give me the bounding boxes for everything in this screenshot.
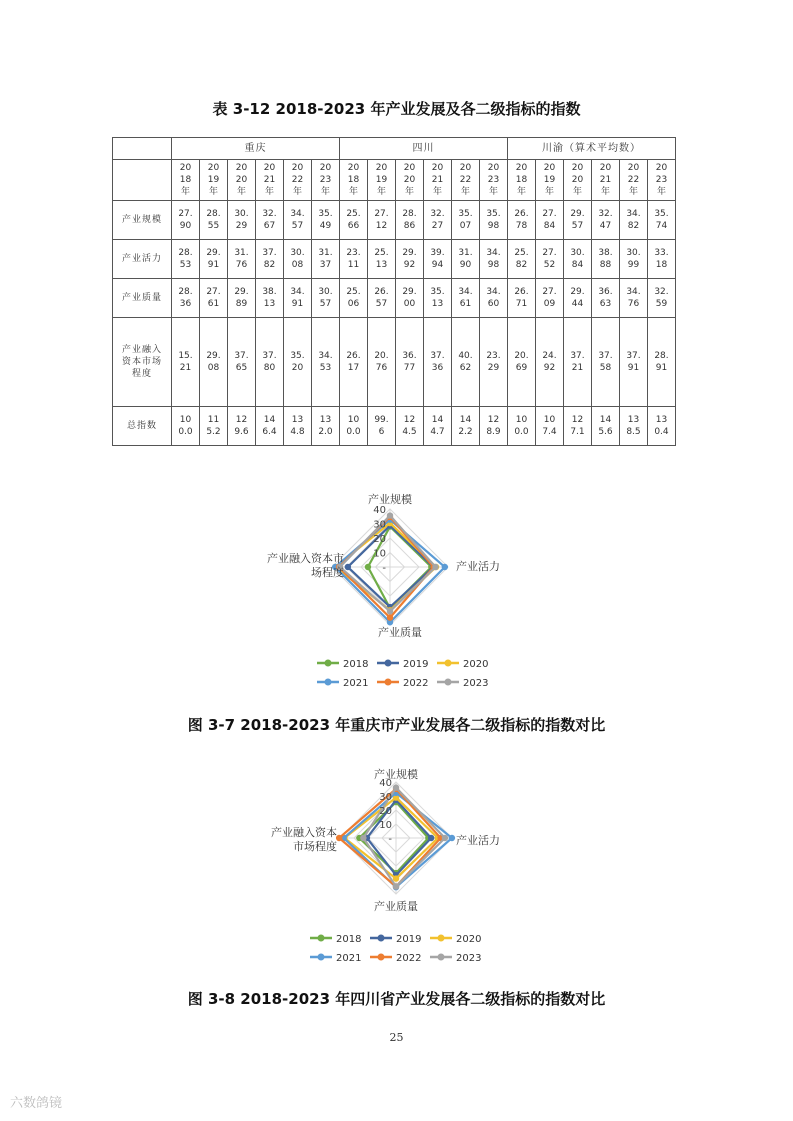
table-cell: 31. 90	[452, 240, 480, 279]
table-cell: 14 2.2	[452, 407, 480, 446]
table-row-label: 产业质量	[113, 279, 172, 318]
table-cell: 99. 6	[368, 407, 396, 446]
table-cell: 30. 99	[620, 240, 648, 279]
legend-item-2021	[317, 678, 368, 689]
table-group-header: 川渝（算术平均数）	[508, 138, 676, 160]
index-table	[112, 137, 676, 446]
table-row	[113, 240, 676, 279]
chart-caption-sichuan: 图 3-8 2018-2023 年四川省产业发展各二级指标的指数对比	[187, 990, 606, 1008]
table-year-header: 20 18 年	[508, 160, 536, 201]
watermark-logo: 六数鸽镜	[10, 1096, 63, 1111]
table-cell: 26. 78	[508, 201, 536, 240]
table-row	[113, 407, 676, 446]
radar-point-2019	[428, 835, 434, 841]
table-cell: 23. 11	[340, 240, 368, 279]
radar-point-2022	[387, 614, 393, 620]
table-cell: 34. 76	[620, 279, 648, 318]
table-cell: 37. 58	[592, 318, 620, 407]
table-cell: 29. 91	[200, 240, 228, 279]
table-cell: 38. 13	[256, 279, 284, 318]
table-cell: 35. 98	[480, 201, 508, 240]
table-cell: 39. 94	[424, 240, 452, 279]
table-year-header: 20 19 年	[200, 160, 228, 201]
table-year-header: 20 19 年	[368, 160, 396, 201]
legend-label: 2023	[456, 953, 482, 964]
radar-tick-label: 10	[373, 548, 386, 560]
radar-chart-chongqing	[200, 486, 593, 696]
table-cell: 25. 66	[340, 201, 368, 240]
table-row-label: 产业融入 资本市场 程度	[113, 318, 172, 407]
table-cell: 28. 53	[172, 240, 200, 279]
table-cell: 32. 27	[424, 201, 452, 240]
table-caption: 表 3-12 2018-2023 年产业发展及各二级指标的指数	[212, 100, 581, 118]
radar-tick-label: -	[382, 563, 386, 574]
table-year-header: 20 20 年	[396, 160, 424, 201]
table-cell: 29. 92	[396, 240, 424, 279]
table-cell: 20. 69	[508, 318, 536, 407]
table-cell: 28. 86	[396, 201, 424, 240]
table-cell: 27. 84	[536, 201, 564, 240]
table-cell: 23. 29	[480, 318, 508, 407]
table-cell: 15. 21	[172, 318, 200, 407]
table-cell: 10 7.4	[536, 407, 564, 446]
radar-point-2023	[442, 835, 448, 841]
legend-label: 2020	[463, 659, 489, 670]
table-cell: 37. 80	[256, 318, 284, 407]
table-row-label: 总指数	[113, 407, 172, 446]
legend-item-2020	[430, 934, 481, 945]
table-cell: 30. 08	[284, 240, 312, 279]
table-cell: 37. 65	[228, 318, 256, 407]
legend-item-2022	[370, 953, 421, 964]
table-cell: 29. 08	[200, 318, 228, 407]
table-cell: 10 0.0	[340, 407, 368, 446]
radar-tick-label: -	[388, 834, 392, 845]
table-year-header: 20 21 年	[424, 160, 452, 201]
table-cell: 38. 88	[592, 240, 620, 279]
table-cell: 29. 00	[396, 279, 424, 318]
radar-axis-label: 产业规模	[368, 493, 412, 506]
radar-point-2023	[393, 883, 399, 889]
legend-item-2021	[310, 953, 361, 964]
table-cell: 29. 57	[564, 201, 592, 240]
legend-label: 2021	[336, 953, 362, 964]
table-cell: 37. 91	[620, 318, 648, 407]
legend-item-2020	[437, 659, 488, 670]
radar-point-2023	[393, 784, 399, 790]
radar-point-2021	[449, 835, 455, 841]
legend-item-2023	[437, 678, 488, 689]
table-cell: 12 4.5	[396, 407, 424, 446]
table-cell: 28. 36	[172, 279, 200, 318]
legend-label: 2019	[396, 934, 422, 945]
table-cell: 34. 91	[284, 279, 312, 318]
table-cell: 40. 62	[452, 318, 480, 407]
legend-label: 2020	[456, 934, 482, 945]
table-cell: 35. 20	[284, 318, 312, 407]
table-cell: 37. 21	[564, 318, 592, 407]
table-cell: 35. 74	[648, 201, 676, 240]
table-cell: 10 0.0	[172, 407, 200, 446]
legend-label: 2019	[403, 659, 429, 670]
radar-tick-label: 20	[373, 534, 386, 545]
table-cell: 11 5.2	[200, 407, 228, 446]
table-cell: 35. 07	[452, 201, 480, 240]
table-cell: 26. 71	[508, 279, 536, 318]
table-year-header: 20 20 年	[564, 160, 592, 201]
radar-axis-label: 产业融入资本市场程度	[267, 552, 344, 579]
legend-label: 2018	[336, 934, 362, 945]
table-cell: 20. 76	[368, 318, 396, 407]
table-cell: 28. 55	[200, 201, 228, 240]
table-cell: 26. 57	[368, 279, 396, 318]
table-year-header: 20 22 年	[452, 160, 480, 201]
table-cell: 36. 63	[592, 279, 620, 318]
table-row	[113, 318, 676, 407]
table-cell: 34. 61	[452, 279, 480, 318]
radar-tick-label: 30	[379, 792, 392, 803]
table-year-header: 20 20 年	[228, 160, 256, 201]
radar-axis-label: 产业规模	[374, 768, 418, 781]
table-year-header: 20 21 年	[592, 160, 620, 201]
radar-axis-label: 产业质量	[378, 626, 422, 639]
table-year-header: 20 23 年	[648, 160, 676, 201]
table-cell: 34. 60	[480, 279, 508, 318]
radar-chart-sichuan	[200, 760, 593, 970]
table-cell: 35. 49	[312, 201, 340, 240]
table-cell: 27. 61	[200, 279, 228, 318]
table-year-header: 20 18 年	[340, 160, 368, 201]
table-cell: 12 7.1	[564, 407, 592, 446]
radar-point-2023	[387, 608, 393, 614]
table-row	[113, 201, 676, 240]
table-cell: 34. 82	[620, 201, 648, 240]
table-cell: 24. 92	[536, 318, 564, 407]
table-cell: 14 4.7	[424, 407, 452, 446]
table-cell: 35. 13	[424, 279, 452, 318]
table-cell: 34. 57	[284, 201, 312, 240]
radar-axis-label: 产业融入资本市场程度	[271, 826, 337, 853]
table-cell: 33. 18	[648, 240, 676, 279]
radar-axis-label: 产业活力	[456, 834, 500, 847]
table-cell: 25. 13	[368, 240, 396, 279]
table-year-header: 20 22 年	[620, 160, 648, 201]
table-cell: 28. 91	[648, 318, 676, 407]
legend-label: 2018	[343, 659, 369, 670]
table-year-header: 20 18 年	[172, 160, 200, 201]
table-cell: 13 2.0	[312, 407, 340, 446]
table-cell: 34. 98	[480, 240, 508, 279]
legend-item-2023	[430, 953, 481, 964]
table-cell: 29. 89	[228, 279, 256, 318]
radar-point-2019	[345, 564, 351, 570]
radar-tick-label: 40	[373, 505, 386, 516]
table-year-header: 20 22 年	[284, 160, 312, 201]
legend-label: 2022	[396, 953, 422, 964]
table-year-header: 20 23 年	[480, 160, 508, 201]
table-cell: 25. 06	[340, 279, 368, 318]
table-corner-cell	[113, 138, 172, 160]
table-cell: 30. 29	[228, 201, 256, 240]
legend-item-2019	[370, 934, 421, 945]
table-row	[113, 279, 676, 318]
table-cell: 26. 17	[340, 318, 368, 407]
table-blank-cell	[113, 160, 172, 201]
table-cell: 13 4.8	[284, 407, 312, 446]
table-group-header: 重庆	[172, 138, 340, 160]
table-cell: 13 0.4	[648, 407, 676, 446]
table-cell: 37. 36	[424, 318, 452, 407]
legend-label: 2022	[403, 678, 429, 689]
table-cell: 27. 12	[368, 201, 396, 240]
table-cell: 32. 59	[648, 279, 676, 318]
legend-label: 2021	[343, 678, 369, 689]
table-cell: 25. 82	[508, 240, 536, 279]
table-cell: 37. 82	[256, 240, 284, 279]
radar-point-2023	[360, 835, 366, 841]
table-cell: 12 8.9	[480, 407, 508, 446]
table-row-label: 产业规模	[113, 201, 172, 240]
legend-item-2022	[377, 678, 428, 689]
table-cell: 27. 09	[536, 279, 564, 318]
table-cell: 30. 84	[564, 240, 592, 279]
table-cell: 31. 37	[312, 240, 340, 279]
table-year-header: 20 21 年	[256, 160, 284, 201]
table-cell: 12 9.6	[228, 407, 256, 446]
radar-tick-label: 10	[379, 820, 392, 831]
radar-axis-label: 产业活力	[456, 560, 500, 573]
page-number: 25	[389, 1031, 404, 1044]
table-cell: 14 5.6	[592, 407, 620, 446]
table-year-header: 20 23 年	[312, 160, 340, 201]
table-cell: 27. 52	[536, 240, 564, 279]
table-cell: 31. 76	[228, 240, 256, 279]
table-cell: 13 8.5	[620, 407, 648, 446]
radar-tick-label: 20	[379, 806, 392, 817]
table-cell: 36. 77	[396, 318, 424, 407]
table-cell: 14 6.4	[256, 407, 284, 446]
radar-point-2018	[365, 564, 371, 570]
table-cell: 32. 47	[592, 201, 620, 240]
radar-point-2023	[432, 564, 438, 570]
table-cell: 34. 53	[312, 318, 340, 407]
legend-item-2019	[377, 659, 428, 670]
chart-caption-chongqing: 图 3-7 2018-2023 年重庆市产业发展各二级指标的指数对比	[187, 716, 606, 734]
legend-item-2018	[310, 934, 361, 945]
table-cell: 29. 44	[564, 279, 592, 318]
table-cell: 32. 67	[256, 201, 284, 240]
table-cell: 10 0.0	[508, 407, 536, 446]
radar-tick-label: 30	[373, 519, 386, 531]
table-cell: 30. 57	[312, 279, 340, 318]
legend-label: 2023	[463, 678, 489, 689]
radar-point-2023	[387, 512, 393, 518]
table-year-header: 20 19 年	[536, 160, 564, 201]
legend-item-2018	[317, 659, 368, 670]
radar-point-2020	[393, 875, 399, 881]
table-row-label: 产业活力	[113, 240, 172, 279]
table-cell: 27. 90	[172, 201, 200, 240]
table-group-header: 四川	[340, 138, 508, 160]
radar-axis-label: 产业质量	[374, 900, 418, 913]
radar-point-2021	[442, 564, 448, 570]
radar-tick-label: 40	[379, 778, 392, 789]
